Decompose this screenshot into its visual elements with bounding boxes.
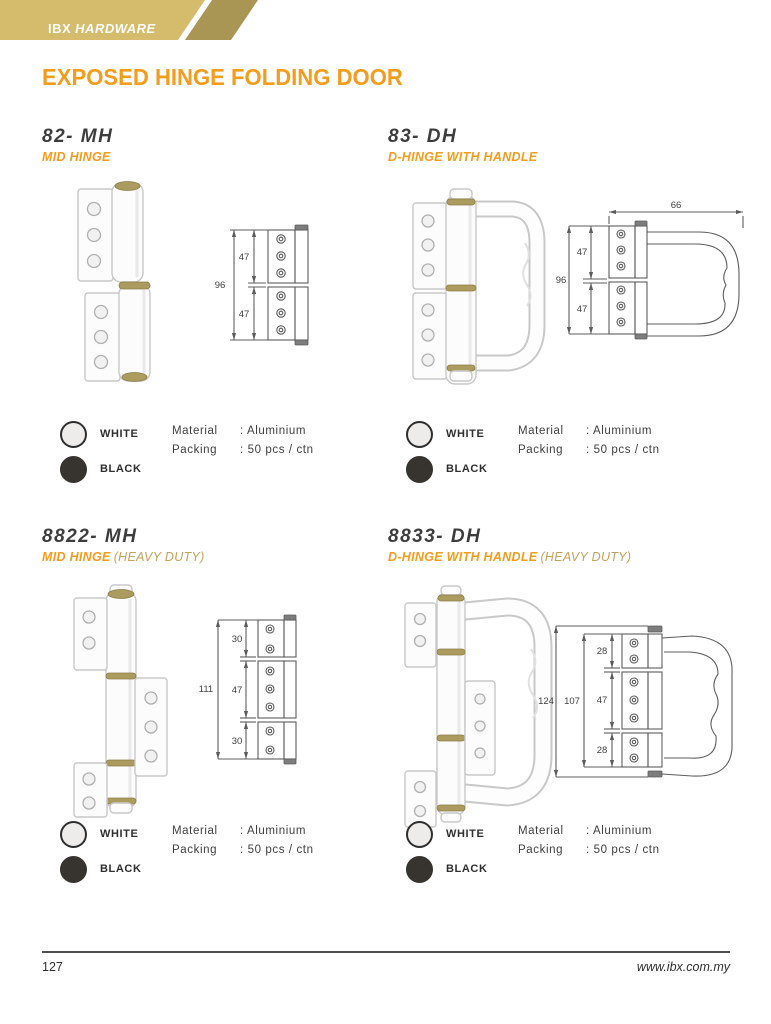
white-color-label: WHITE: [100, 828, 139, 840]
dimension-label-mid: 47: [596, 695, 608, 706]
handle-outline: [662, 636, 732, 776]
packing-row: [518, 844, 660, 856]
product-photo-mid-hinge: [57, 174, 197, 384]
dimension-label-top: 47: [576, 247, 588, 258]
material-row: [172, 825, 314, 837]
dimension-diagram: [553, 198, 755, 350]
material-row: [172, 425, 314, 437]
hinge-top-assembly: [78, 182, 143, 283]
product-card-82-mh: [42, 126, 377, 511]
color-options: [60, 418, 172, 488]
color-option-black: [406, 453, 518, 485]
material-label: Material: [518, 825, 564, 837]
dimension-label-overall: 96: [214, 280, 226, 291]
white-color-label: WHITE: [446, 428, 485, 440]
dimension-label-bottom: 28: [596, 745, 608, 756]
product-name: [42, 150, 114, 164]
dimension-label-overall: 96: [555, 275, 567, 286]
packing-label: Packing: [172, 844, 218, 856]
packing-value: : 50 pcs / ctn: [240, 844, 314, 856]
packing-row: [172, 444, 314, 456]
material-label: Material: [172, 825, 218, 837]
website-url: www.ibx.com.my: [636, 960, 730, 974]
dimension-label-bottom: 47: [576, 304, 588, 315]
material-info: [172, 418, 314, 488]
black-color-swatch: [60, 856, 87, 883]
material-row: [518, 825, 660, 837]
product-card-8822-mh: [42, 526, 377, 931]
product-code: 8833- DH: [388, 526, 482, 547]
product-specs: [406, 818, 758, 888]
material-row: [518, 425, 660, 437]
material-value: : Aluminium: [240, 425, 307, 437]
brand-tagline: HARDWARE: [75, 21, 156, 36]
black-color-label: BLACK: [100, 463, 142, 475]
white-color-swatch: [406, 821, 433, 848]
dimension-diagram: [198, 606, 365, 771]
packing-value: : 50 pcs / ctn: [240, 444, 314, 456]
hinge-outline: [622, 634, 662, 767]
dimension-label-overall: 124: [538, 696, 554, 707]
product-name-suffix: (HEAVY DUTY): [540, 550, 632, 564]
page-title: EXPOSED HINGE FOLDING DOOR: [42, 64, 403, 90]
product-specs: [60, 818, 377, 888]
packing-row: [518, 444, 660, 456]
product-photo-d-hinge-handle: [397, 178, 557, 390]
brand-logo: [48, 21, 156, 36]
color-option-white: [60, 418, 172, 450]
color-option-black: [60, 453, 172, 485]
dimension-label-mid: 47: [231, 685, 243, 696]
white-color-label: WHITE: [100, 428, 139, 440]
color-options: [406, 818, 518, 888]
color-option-black: [60, 853, 172, 885]
black-color-swatch: [60, 456, 87, 483]
product-code: 8822- MH: [42, 526, 138, 547]
material-value: : Aluminium: [586, 425, 653, 437]
dimension-label-overall: 111: [198, 684, 214, 695]
hinge-outline: [258, 620, 296, 759]
brand-name: IBX: [48, 21, 72, 36]
material-label: Material: [518, 425, 564, 437]
product-specs: [60, 418, 377, 488]
hinge-drawing: [413, 189, 476, 384]
color-options: [60, 818, 172, 888]
color-option-white: [406, 818, 518, 850]
dimension-label-bottom: 47: [238, 309, 250, 320]
white-color-swatch: [60, 421, 87, 448]
dimension-label-inner: 107: [564, 696, 580, 707]
dimension-label-width: 66: [670, 200, 682, 211]
product-code: 82- MH: [42, 126, 114, 147]
dimension-label-top: 30: [231, 634, 243, 645]
product-name-text: D-HINGE WITH HANDLE: [388, 550, 538, 564]
black-color-swatch: [406, 456, 433, 483]
material-label: Material: [172, 425, 218, 437]
white-color-swatch: [60, 821, 87, 848]
packing-label: Packing: [518, 844, 564, 856]
product-name-text: D-HINGE WITH HANDLE: [388, 150, 538, 164]
packing-label: Packing: [518, 444, 564, 456]
packing-value: : 50 pcs / ctn: [586, 444, 660, 456]
product-card-83-dh: [388, 126, 758, 511]
product-photo-heavy-mid-hinge: [57, 578, 197, 820]
hinge-drawing: [74, 585, 167, 817]
product-name: [388, 150, 540, 164]
black-color-swatch: [406, 856, 433, 883]
hinge-outline: [609, 226, 647, 334]
product-name-text: MID HINGE: [42, 550, 111, 564]
color-option-white: [406, 418, 518, 450]
product-specs: [406, 418, 758, 488]
page-number: 127: [42, 960, 63, 974]
handle-outline: [647, 232, 739, 336]
white-color-swatch: [406, 421, 433, 448]
dimension-lines: [569, 212, 743, 334]
color-option-black: [406, 853, 518, 885]
material-value: : Aluminium: [586, 825, 653, 837]
packing-value: : 50 pcs / ctn: [586, 844, 660, 856]
product-name-suffix: (HEAVY DUTY): [113, 550, 205, 564]
dimension-diagram: [210, 218, 337, 353]
packing-label: Packing: [172, 444, 218, 456]
product-name: [42, 550, 205, 564]
handle-drawing: [473, 209, 537, 363]
product-card-8833-dh: [388, 526, 758, 931]
color-options: [406, 418, 518, 488]
product-name-text: MID HINGE: [42, 150, 111, 164]
product-name: [388, 550, 631, 564]
material-info: [518, 818, 660, 888]
material-info: [518, 418, 660, 488]
material-info: [172, 818, 314, 888]
white-color-label: WHITE: [446, 828, 485, 840]
dimension-diagram: [538, 610, 755, 788]
dimension-label-bottom: 30: [231, 736, 243, 747]
black-color-label: BLACK: [446, 863, 488, 875]
dimension-label-top: 28: [596, 646, 608, 657]
hinge-outline: [268, 230, 308, 340]
product-code: 83- DH: [388, 126, 458, 147]
hinge-bottom-assembly: [85, 282, 150, 382]
black-color-label: BLACK: [100, 863, 142, 875]
dimension-label-top: 47: [238, 252, 250, 263]
black-color-label: BLACK: [446, 463, 488, 475]
packing-row: [172, 844, 314, 856]
footer-divider: [42, 951, 730, 953]
dimension-lines: [230, 230, 268, 340]
color-option-white: [60, 818, 172, 850]
material-value: : Aluminium: [240, 825, 307, 837]
